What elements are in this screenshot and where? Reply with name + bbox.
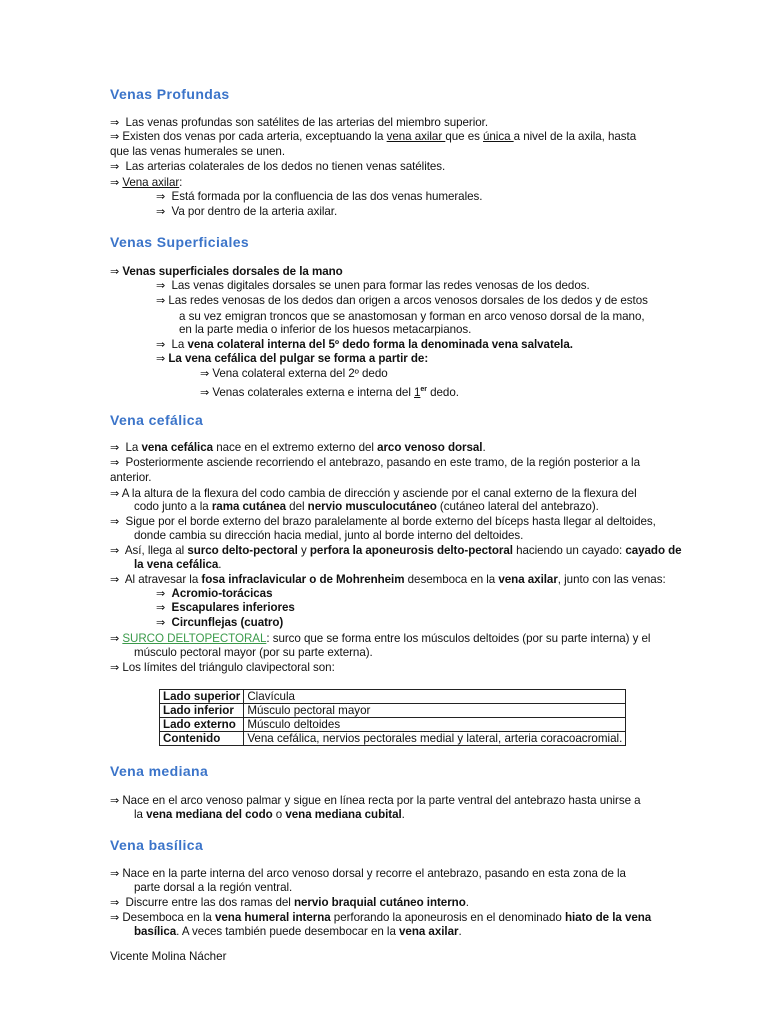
arrow-icon: ⇒ — [110, 544, 120, 557]
arrow-icon: ⇒ — [110, 456, 120, 469]
text-line: donde cambia su dirección hacia medial, junto al borde interno del deltoides. — [134, 529, 524, 542]
table-cell-value: Vena cefálica, nervios pectorales medial y lateral, arteria coracoacromial. — [244, 732, 626, 746]
arrow-icon: ⇒ — [110, 160, 120, 173]
clavipectoral-table — [159, 689, 626, 746]
bullet-line: ⇒ Vena axilar: — [110, 176, 183, 189]
bullet-line: ⇒ La vena colateral interna del 5º dedo forma la denominada vena salvatela. — [156, 338, 573, 351]
text-line: músculo pectoral mayor (por su parte externa). — [134, 646, 373, 659]
heading-vena-mediana: Vena mediana — [110, 763, 209, 779]
bullet-line: ⇒ Al atravesar la fosa infraclavicular o de Mohrenheim desemboca en la vena axilar, junto con las venas: — [110, 573, 666, 586]
arrow-icon: ⇒ — [110, 632, 120, 645]
bullet-line: ⇒ SURCO DELTOPECTORAL: surco que se forma entre los músculos deltoides (por su parte interna) y el — [110, 632, 651, 645]
text-line: que las venas humerales se unen. — [110, 145, 285, 158]
bullet-line: ⇒ Sigue por el borde externo del brazo paralelamente al borde externo del bíceps hasta llegar al deltoides, — [110, 515, 656, 528]
bullet-line: ⇒ Los límites del triángulo clavipectoral son: — [110, 661, 335, 674]
arrow-icon: ⇒ — [110, 573, 120, 586]
arrow-icon: ⇒ — [110, 661, 120, 674]
arrow-icon: ⇒ — [110, 794, 120, 807]
surco-deltopectoral-link[interactable]: SURCO DELTOPECTORAL — [122, 632, 267, 645]
bullet-line: ⇒ Acromio-torácicas — [156, 587, 273, 600]
arrow-icon: ⇒ — [156, 190, 166, 203]
table-cell-value: Músculo deltoides — [244, 718, 626, 732]
table-row — [160, 704, 626, 718]
bullet-line: ⇒ Nace en el arco venoso palmar y sigue en línea recta por la parte ventral del antebrazo hasta unirse a — [110, 794, 641, 807]
text-line: codo junto a la rama cutánea del nervio musculocutáneo (cutáneo lateral del antebrazo). — [134, 500, 599, 513]
table-cell-value: Clavícula — [244, 690, 626, 704]
bullet-line: ⇒ Desemboca en la vena humeral interna perforando la aponeurosis en el denominado hiato de la vena — [110, 911, 652, 924]
arrow-icon: ⇒ — [110, 441, 120, 454]
arrow-icon: ⇒ — [110, 130, 120, 143]
arrow-icon: ⇒ — [110, 176, 120, 189]
text-line: basílica. A veces también puede desembocar en la vena axilar. — [134, 925, 462, 938]
bullet-line: ⇒ Está formada por la confluencia de las dos venas humerales. — [156, 190, 483, 203]
bullet-line: ⇒ Vena colateral externa del 2º dedo — [200, 367, 388, 380]
heading-vena-cefalica: Vena cefálica — [110, 412, 204, 428]
bullet-line: ⇒ Las arterias colaterales de los dedos no tienen venas satélites. — [110, 160, 446, 173]
arrow-icon: ⇒ — [110, 911, 120, 924]
table-cell-value: Músculo pectoral mayor — [244, 704, 626, 718]
arrow-icon: ⇒ — [156, 601, 166, 614]
arrow-icon: ⇒ — [156, 279, 166, 292]
bullet-line: ⇒ Las redes venosas de los dedos dan origen a arcos venosos dorsales de los dedos y de estos — [156, 294, 648, 307]
arrow-icon: ⇒ — [156, 338, 166, 351]
table-row — [160, 732, 626, 746]
table-cell-key: Contenido — [160, 732, 244, 746]
table-cell-key: Lado inferior — [160, 704, 244, 718]
bullet-line: ⇒ Así, llega al surco delto-pectoral y perfora la aponeurosis delto-pectoral haciendo un cayado: cayado de — [110, 544, 682, 557]
arrow-icon: ⇒ — [200, 367, 210, 380]
arrow-icon: ⇒ — [156, 205, 166, 218]
text-line: la vena cefálica. — [134, 558, 222, 571]
bullet-line: ⇒ La vena cefálica nace en el extremo externo del arco venoso dorsal. — [110, 441, 486, 454]
table-cell-key: Lado externo — [160, 718, 244, 732]
arrow-icon: ⇒ — [156, 587, 166, 600]
bullet-line: ⇒ Escapulares inferiores — [156, 601, 295, 614]
arrow-icon: ⇒ — [110, 487, 120, 500]
text-line: parte dorsal a la región ventral. — [134, 881, 293, 894]
bullet-line: ⇒ Circunflejas (cuatro) — [156, 616, 284, 629]
arrow-icon: ⇒ — [156, 352, 166, 365]
arrow-icon: ⇒ — [110, 867, 120, 880]
arrow-icon: ⇒ — [110, 515, 120, 528]
arrow-icon: ⇒ — [110, 265, 120, 278]
text-line: a su vez emigran troncos que se anastomosan y forman en arco venoso dorsal de la mano, — [179, 310, 645, 323]
heading-venas-profundas: Venas Profundas — [110, 86, 230, 102]
heading-venas-superficiales: Venas Superficiales — [110, 234, 250, 250]
bullet-line: ⇒ Nace en la parte interna del arco venoso dorsal y recorre el antebrazo, pasando en esta zona de la — [110, 867, 626, 880]
bullet-line: ⇒ Posteriormente asciende recorriendo el antebrazo, pasando en este tramo, de la región posterior a la — [110, 456, 640, 469]
table-row — [160, 718, 626, 732]
arrow-icon: ⇒ — [110, 116, 120, 129]
bullet-line: ⇒ Va por dentro de la arteria axilar. — [156, 205, 338, 218]
text-line: anterior. — [110, 471, 152, 484]
footer-author: Vicente Molina Nácher — [110, 950, 227, 963]
bullet-line: ⇒ Venas colaterales externa e interna del 1er dedo. — [200, 386, 459, 399]
bullet-line: ⇒ Existen dos venas por cada arteria, exceptuando la vena axilar que es única a nivel de la axila, hasta — [110, 130, 637, 143]
table-cell-key: Lado superior — [160, 690, 244, 704]
bullet-line: ⇒ Venas superficiales dorsales de la mano — [110, 265, 343, 278]
bullet-line: ⇒ Las venas profundas son satélites de las arterias del miembro superior. — [110, 116, 489, 129]
bullet-line: ⇒ Las venas digitales dorsales se unen para formar las redes venosas de los dedos. — [156, 279, 590, 292]
bullet-line: ⇒ A la altura de la flexura del codo cambia de dirección y asciende por el canal externo de la flexura del — [110, 487, 637, 500]
arrow-icon: ⇒ — [156, 616, 166, 629]
arrow-icon: ⇒ — [156, 294, 166, 307]
arrow-icon: ⇒ — [200, 386, 210, 399]
arrow-icon: ⇒ — [110, 896, 120, 909]
bullet-line: ⇒ Discurre entre las dos ramas del nervio braquial cutáneo interno. — [110, 896, 469, 909]
text-line: la vena mediana del codo o vena mediana cubital. — [134, 808, 405, 821]
bullet-line: ⇒ La vena cefálica del pulgar se forma a partir de: — [156, 352, 429, 365]
text-line: en la parte media o inferior de los huesos metacarpianos. — [179, 323, 472, 336]
table-row — [160, 690, 626, 704]
heading-vena-basilica: Vena basílica — [110, 837, 204, 853]
